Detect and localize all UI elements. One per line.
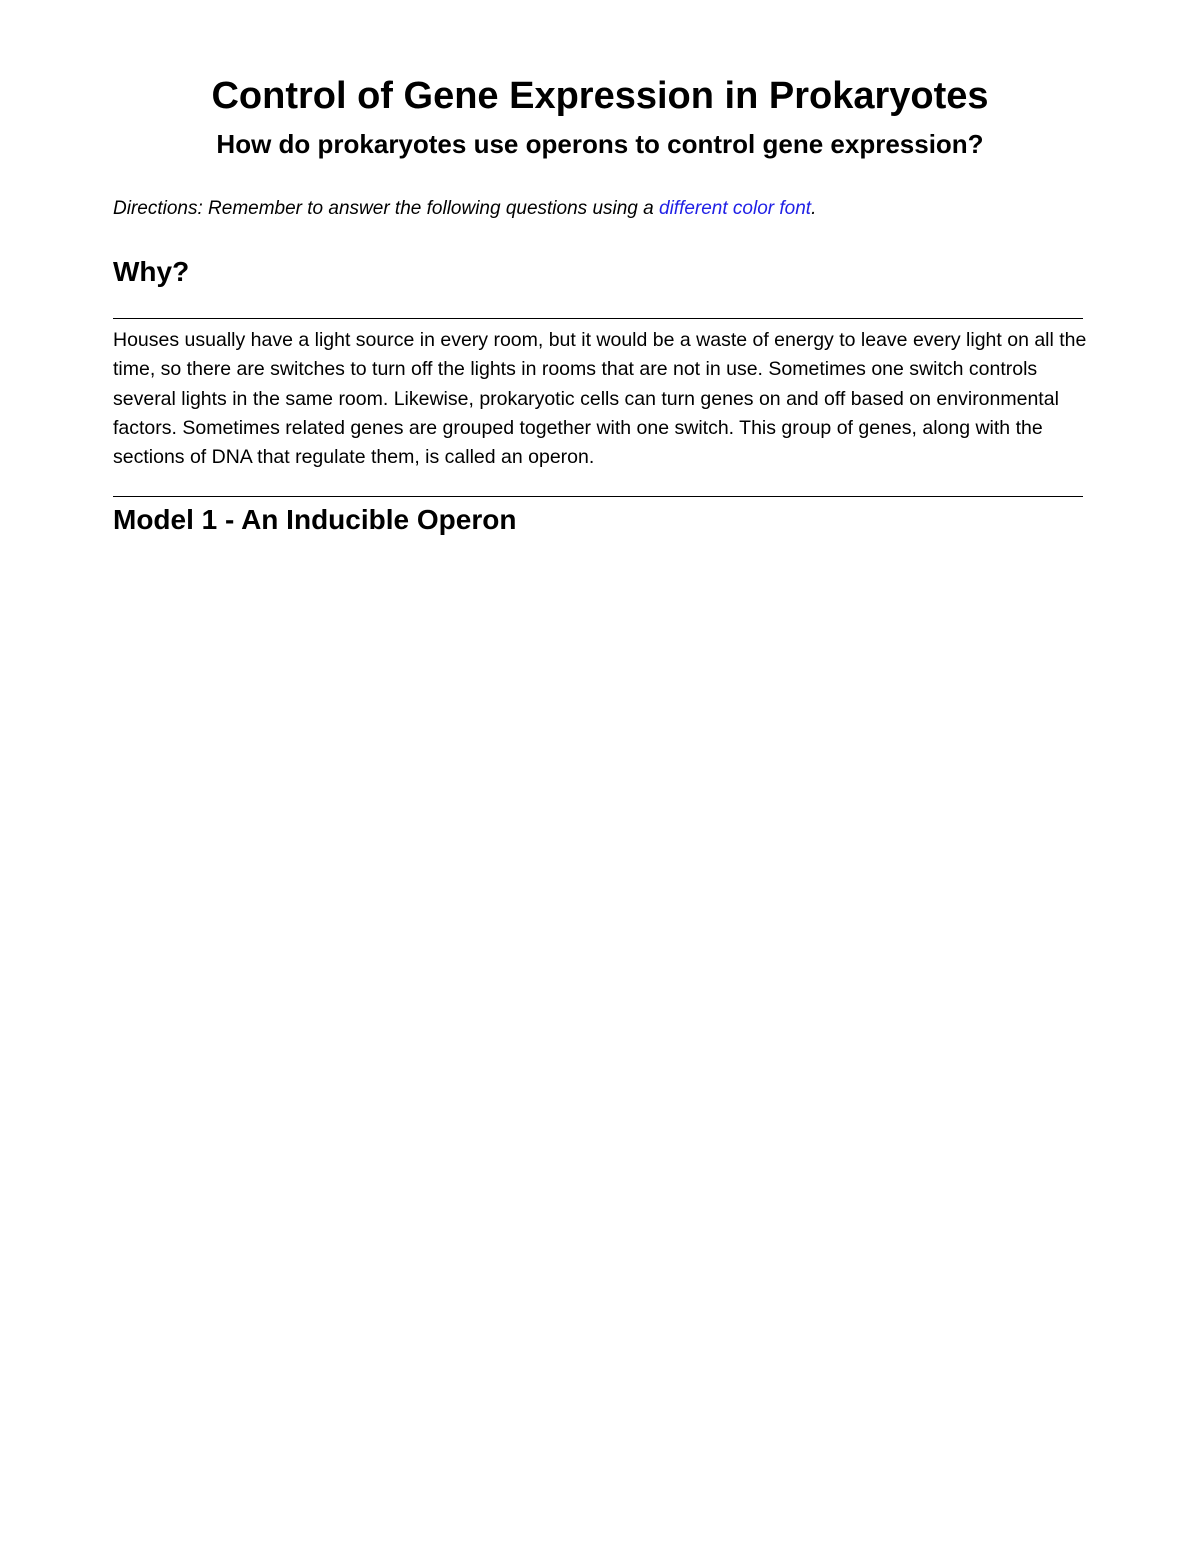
directions-text (113, 196, 1093, 222)
why-paragraph: Houses usually have a light source in every room, but it would be a waste of energy to leave every light on all the time, so there are switches to turn off the lights in rooms that are not in use. Sometimes one switch controls several lights in the same room. Likewise, prokaryotic cells can turn genes on and off based on environmental factors. Sometimes related genes are grouped together with one switch. This group of genes, along with the sections of DNA that regulate them, is called an operon. (113, 329, 1087, 469)
page-subtitle: How do prokaryotes use operons to control gene expression? (216, 129, 984, 159)
why-bottom-divider (113, 496, 1083, 497)
page-title: Control of Gene Expression in Prokaryotes (211, 75, 989, 117)
why-top-divider (113, 318, 1083, 319)
directions-suffix: . (811, 198, 817, 219)
directions-accent: different color font (659, 198, 812, 219)
directions-prefix: Directions: Remember to answer the following questions using a (113, 198, 659, 219)
why-heading: Why? (113, 256, 190, 287)
model-1-heading: Model 1 - An Inducible Operon (113, 504, 517, 535)
